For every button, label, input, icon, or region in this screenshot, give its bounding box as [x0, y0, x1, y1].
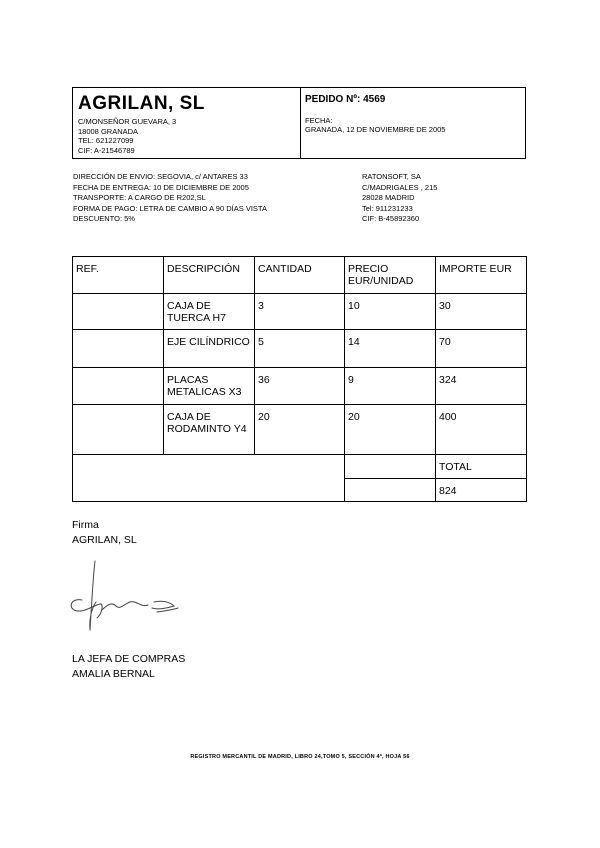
vendor-line: 28028 MADRID — [362, 193, 415, 202]
company-name: AGRILAN, SL — [78, 93, 205, 114]
header-price: PRECIO EUR/UNIDAD — [345, 257, 436, 294]
cell-price: 20 — [345, 405, 436, 455]
signer-name: AMALIA BERNAL — [72, 668, 155, 680]
header-amount: IMPORTE EUR — [436, 257, 527, 294]
cell-amount: 70 — [436, 330, 527, 368]
total-label-row — [73, 455, 527, 479]
header-divider — [300, 88, 301, 158]
firma-company: AGRILAN, SL — [72, 534, 137, 546]
cell-price: 9 — [345, 368, 436, 405]
cell-price: 14 — [345, 330, 436, 368]
blank-cell — [345, 455, 436, 479]
cell-quantity: 20 — [255, 405, 345, 455]
address-line: 18008 GRANADA — [78, 126, 139, 136]
cell-description: CAJA DE RODAMINTO Y4 — [164, 405, 255, 455]
registry-footer: REGISTRO MERCANTIL DE MADRID, LIBRO 24,TOMO 5, SECCIÓN 4ª, HOJA 56 — [190, 754, 410, 760]
cell-ref — [73, 294, 164, 330]
cell-ref — [73, 405, 164, 455]
vendor-line: C/MADRIGALES , 215 — [362, 182, 438, 192]
address-line: C/MONSEÑOR GUEVARA, 3 — [78, 117, 177, 126]
vendor-info — [362, 172, 437, 225]
address-line: TEL: 621227099 — [78, 136, 134, 145]
table-header-row — [73, 257, 527, 294]
table-row — [73, 294, 527, 330]
order-number: PEDIDO Nº: 4569 — [305, 94, 386, 105]
handwritten-signature — [62, 558, 192, 638]
signature-header — [72, 518, 137, 548]
cell-quantity: 5 — [255, 330, 345, 368]
vendor-line: Tel: 911231233 — [362, 203, 413, 213]
header-description: DESCRIPCIÓN — [164, 257, 255, 294]
date-label: FECHA: — [305, 116, 333, 125]
vendor-line: CIF: B-45892360 — [362, 214, 420, 223]
signer-role: LA JEFA DE COMPRAS — [72, 653, 186, 665]
address-line: CIF: A-21546789 — [78, 145, 135, 155]
total-value: 824 — [436, 479, 527, 502]
blank-cell — [73, 455, 345, 502]
firma-label: Firma — [72, 519, 99, 531]
shipping-line: TRANSPORTE: A CARGO DE R202,SL — [73, 193, 206, 202]
cell-description: EJE CILÍNDRICO — [164, 330, 255, 368]
table-row — [73, 368, 527, 405]
cell-price: 10 — [345, 294, 436, 330]
shipping-line: FORMA DE PAGO: LETRA DE CAMBIO A 90 DÍAS VISTA — [73, 203, 267, 213]
header-box — [72, 87, 526, 159]
cell-ref — [73, 368, 164, 405]
cell-description: CAJA DE TUERCA H7 — [164, 294, 255, 330]
header-quantity: CANTIDAD — [255, 257, 345, 294]
cell-quantity: 3 — [255, 294, 345, 330]
cell-ref — [73, 330, 164, 368]
table-row — [73, 330, 527, 368]
table-row — [73, 405, 527, 455]
cell-amount: 400 — [436, 405, 527, 455]
blank-cell — [345, 479, 436, 502]
signer-info — [72, 652, 185, 682]
order-table — [72, 256, 527, 502]
date-value: GRANADA, 12 DE NOVIEMBRE DE 2005 — [305, 125, 446, 134]
header-ref: REF. — [73, 257, 164, 294]
cell-amount: 324 — [436, 368, 527, 405]
shipping-line: DESCUENTO: 5% — [73, 214, 135, 223]
shipping-line: DIRECCIÓN DE ENVIO: SEGOVIA, c/ ANTARES 33 — [73, 172, 248, 181]
cell-description: PLACAS METALICAS X3 — [164, 368, 255, 405]
cell-quantity: 36 — [255, 368, 345, 405]
total-label: TOTAL — [436, 455, 527, 479]
company-address — [78, 117, 176, 155]
order-date — [305, 116, 445, 134]
shipping-info — [73, 172, 267, 225]
cell-amount: 30 — [436, 294, 527, 330]
vendor-line: RATONSOFT, SA — [362, 172, 421, 181]
shipping-line: FECHA DE ENTREGA: 10 DE DICIEMBRE DE 2005 — [73, 182, 249, 192]
